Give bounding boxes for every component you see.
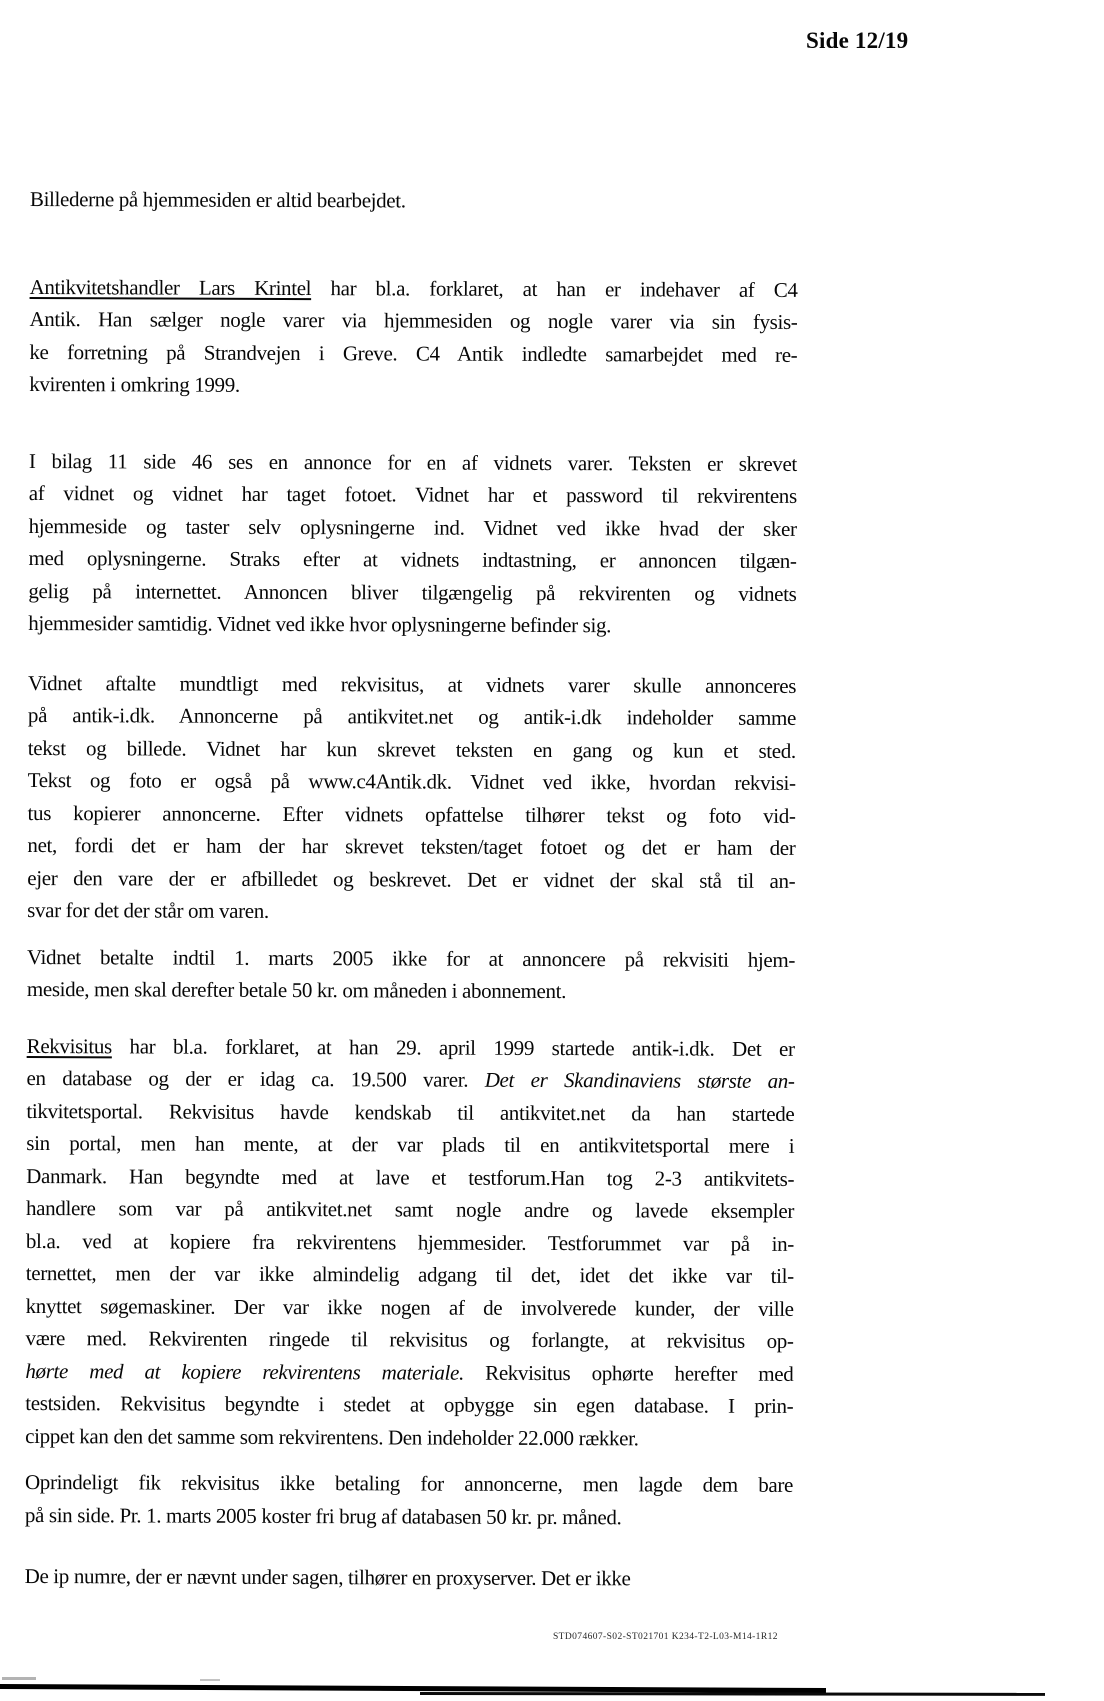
text-segment: De ip numre, der er nævnt under sagen, tilhører en proxyserver. Det er ikke bbox=[24, 1563, 631, 1591]
document-code-footer: STD074607-S02-ST021701 K234-T2-L03-M14-1R12 bbox=[553, 1632, 778, 1642]
document-body bbox=[25, 183, 798, 1595]
text-line bbox=[28, 796, 796, 831]
text-segment: knyttet søgemaskiner. Der var ikke nogen af de involverede kunder, der ville bbox=[25, 1293, 794, 1321]
page-number-label: Side 12/19 bbox=[806, 28, 909, 53]
paragraph-lars-krintel-statement bbox=[29, 270, 797, 403]
text-line bbox=[25, 1387, 793, 1422]
text-line bbox=[30, 183, 798, 218]
text-segment: Tekst og foto er også på www.c4Antik.dk. Vidnet ved ikke, hvordan rekvisi- bbox=[27, 767, 796, 795]
text-line bbox=[25, 1354, 793, 1389]
text-line bbox=[25, 1466, 793, 1501]
text-segment: bl.a. ved at kopiere fra rekvirentens hjemmesider. Testforummet var på in- bbox=[25, 1228, 794, 1256]
text-line bbox=[29, 477, 797, 512]
paragraph-bilag-11-annonce bbox=[28, 444, 797, 642]
paragraph-vidnet-aftale bbox=[27, 666, 796, 929]
text-line bbox=[27, 894, 795, 929]
text-segment: Billederne på hjemmesiden er altid bearbejdet. bbox=[29, 186, 406, 213]
scan-artifact-speck bbox=[200, 1679, 220, 1681]
paragraph-oprindeligt-betaling bbox=[25, 1466, 793, 1534]
text-line bbox=[29, 335, 797, 370]
text-line bbox=[28, 764, 796, 799]
text-line bbox=[29, 444, 797, 479]
text-line bbox=[26, 1289, 794, 1324]
text-line bbox=[28, 731, 796, 766]
text-segment: Rekvisitus ophørte herefter med bbox=[463, 1360, 794, 1386]
text-line bbox=[29, 509, 797, 544]
text-line bbox=[26, 1322, 794, 1357]
text-segment: hjemmeside og taster selv oplysningerne ind. Vidnet ved ikke hvad der sker bbox=[28, 513, 797, 541]
text-line bbox=[26, 1159, 794, 1194]
text-segment: testsiden. Rekvisitus begyndte i stedet at opbygge sin egen database. I prin- bbox=[25, 1390, 794, 1418]
text-line bbox=[29, 368, 797, 403]
text-line bbox=[27, 861, 795, 896]
paragraph-vidnet-betaling bbox=[27, 940, 795, 1008]
text-line bbox=[26, 1224, 794, 1259]
text-line bbox=[29, 303, 797, 338]
text-segment-italic: Det er Skandinaviens største an- bbox=[484, 1067, 795, 1093]
text-segment: Vidnet aftalte mundtligt med rekvisitus, at vidnets varer skulle annonceres bbox=[28, 670, 797, 698]
text-segment: ke forretning på Strandvejen i Greve. C4 Antik indledte samarbejdet med re- bbox=[29, 339, 798, 367]
text-segment: være med. Rekvirenten ringede til rekvisitus og forlangte, at rekvisitus op- bbox=[25, 1325, 794, 1353]
text-segment-underline: Antikvitetshandler Lars Krintel bbox=[29, 274, 312, 300]
text-segment: tikvitetsportal. Rekvisitus havde kendskab til antikvitet.net da han startede bbox=[26, 1098, 795, 1126]
text-segment: med oplysningerne. Straks efter at vidnets indtastning, er annoncen tilgæn- bbox=[28, 545, 797, 573]
text-segment-italic: hørte med at kopiere rekvirentens materiale. bbox=[25, 1358, 464, 1385]
text-segment: Vidnet betalte indtil 1. marts 2005 ikke for at annoncere på rekvisiti hjem- bbox=[26, 944, 796, 972]
text-line bbox=[25, 1419, 793, 1454]
text-segment: hjemmesider samtidig. Vidnet ved ikke hvor oplysningerne befinder sig. bbox=[28, 610, 612, 638]
text-segment: har bl.a. forklaret, at han 29. april 1999 startede antik-i.dk. Det er bbox=[111, 1033, 795, 1061]
scan-artifact-speck bbox=[2, 1677, 36, 1680]
text-line bbox=[26, 1192, 794, 1227]
text-segment: en database og der er idag ca. 19.500 varer. bbox=[26, 1065, 485, 1092]
paragraph-ip-numre bbox=[25, 1560, 793, 1595]
text-segment: ternettet, men der var ikke almindelig adgang til det, idet det ikke var til- bbox=[25, 1260, 794, 1288]
text-segment: tekst og billede. Vidnet har kun skrevet teksten en gang og kun et sted. bbox=[27, 735, 796, 763]
text-segment: af vidnet og vidnet har taget fotoet. Vidnet har et password til rekvirentens bbox=[28, 480, 797, 508]
text-segment: gelig på internettet. Annoncen bliver tilgængelig på rekvirenten og vidnets bbox=[28, 578, 797, 606]
text-segment: net, fordi det er ham der har skrevet teksten/taget fotoet og det er ham der bbox=[27, 832, 796, 860]
text-line bbox=[25, 1560, 793, 1595]
text-segment-underline: Rekvisitus bbox=[26, 1033, 112, 1058]
text-line bbox=[26, 1094, 794, 1129]
text-segment: sin portal, men han mente, at der var plads til en antikvitetsportal mere i bbox=[26, 1130, 795, 1158]
text-segment: Oprindeligt fik rekvisitus ikke betaling for annoncerne, men lagde dem bare bbox=[24, 1469, 794, 1497]
text-line bbox=[28, 666, 796, 701]
text-line bbox=[30, 270, 798, 305]
text-line bbox=[27, 973, 795, 1008]
text-line bbox=[25, 1498, 793, 1533]
paragraph-rekvisitus-statement bbox=[25, 1029, 795, 1454]
scan-artifact-line bbox=[420, 1692, 1045, 1695]
text-segment: Antik. Han sælger nogle varer via hjemmesiden og nogle varer via sin fysis- bbox=[29, 306, 798, 334]
text-line bbox=[27, 1062, 795, 1097]
text-line bbox=[27, 829, 795, 864]
text-line bbox=[27, 940, 795, 975]
text-segment: kvirenten i omkring 1999. bbox=[29, 371, 240, 397]
text-line bbox=[28, 607, 796, 642]
text-segment: på antik-i.dk. Annoncerne på antikvitet.net og antik-i.dk indeholder samme bbox=[27, 702, 796, 730]
text-segment: tus kopierer annoncerne. Efter vidnets opfattelse tilhører tekst og foto vid- bbox=[27, 800, 796, 828]
paragraph-billeder-statement bbox=[30, 183, 798, 218]
text-line bbox=[28, 542, 796, 577]
text-segment: meside, men skal derefter betale 50 kr. om måneden i abonnement. bbox=[26, 976, 567, 1004]
text-segment: I bilag 11 side 46 ses en annonce for en af vidnets varer. Teksten er skrevet bbox=[28, 448, 797, 476]
text-segment: har bl.a. forklaret, at han er indehaver af C4 bbox=[311, 275, 798, 302]
text-segment: på sin side. Pr. 1. marts 2005 koster fri brug af databasen 50 kr. pr. måned. bbox=[24, 1502, 622, 1529]
text-line bbox=[27, 1029, 795, 1064]
text-segment: svar for det der står om varen. bbox=[27, 897, 269, 923]
text-line bbox=[26, 1127, 794, 1162]
text-segment: ejer den vare der er afbilledet og beskrevet. Det er vidnet der skal stå til an- bbox=[27, 865, 796, 893]
text-line bbox=[26, 1257, 794, 1292]
text-line bbox=[28, 574, 796, 609]
text-line bbox=[28, 699, 796, 734]
text-segment: handlere som var på antikvitet.net samt nogle andre og lavede eksempler bbox=[26, 1195, 795, 1223]
text-segment: Danmark. Han begyndte med at lave et testforum.Han tog 2-3 antikvitets- bbox=[26, 1163, 795, 1191]
text-segment: cippet kan den det samme som rekvirentens. Den indeholder 22.000 rækker. bbox=[25, 1423, 639, 1450]
